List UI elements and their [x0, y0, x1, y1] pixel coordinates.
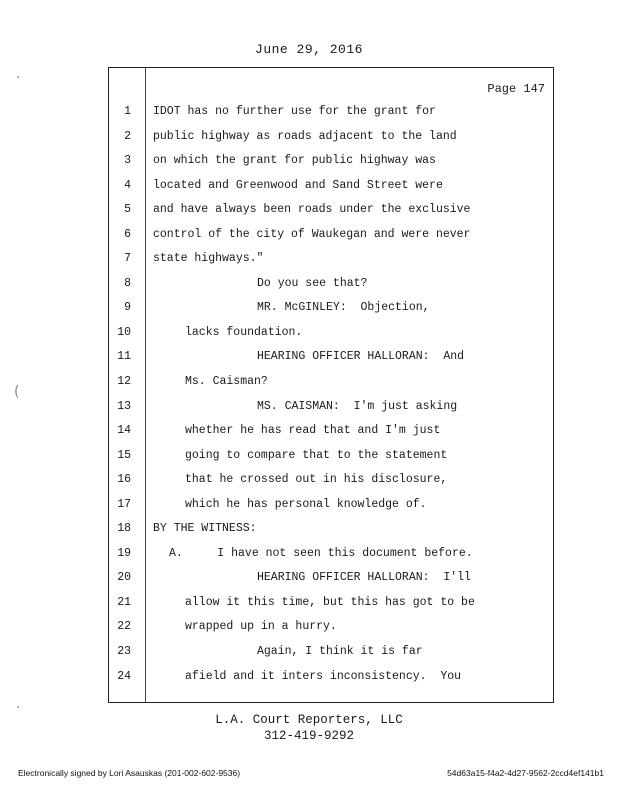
line-text: afield and it inters inconsistency. You	[185, 669, 462, 683]
transcript-line	[109, 517, 553, 542]
footer-company: L.A. Court Reporters, LLC	[215, 713, 403, 727]
line-text: going to compare that to the statement	[185, 448, 448, 462]
transcript-line	[109, 640, 553, 665]
line-number: 2	[124, 129, 131, 143]
transcript-line	[109, 542, 553, 567]
transcript-line	[109, 272, 553, 297]
transcript-line	[109, 468, 553, 493]
line-number: 18	[117, 522, 131, 536]
transcript-line	[109, 419, 553, 444]
transcript-page	[108, 67, 554, 703]
line-text: allow it this time, but this has got to be	[185, 595, 475, 609]
transcript-line	[109, 125, 553, 150]
transcript-lines	[109, 100, 553, 689]
line-number: 13	[117, 399, 131, 413]
line-number: 19	[117, 546, 131, 560]
line-number: 24	[117, 669, 131, 683]
transcript-line	[109, 345, 553, 370]
line-text: state highways."	[153, 252, 264, 266]
line-text: HEARING OFFICER HALLORAN: I'll	[257, 571, 471, 585]
line-number: 16	[117, 473, 131, 487]
line-text: IDOT has no further use for the grant for	[153, 105, 436, 118]
line-number: 21	[117, 595, 131, 609]
line-text: wrapped up in a hurry.	[185, 620, 337, 634]
line-text: lacks foundation.	[185, 325, 303, 339]
line-number: 20	[117, 571, 131, 585]
line-number: 1	[124, 105, 131, 118]
document-id: 54d63a15-f4a2-4d27-9562-2ccd4ef141b1	[447, 768, 604, 778]
transcript-line	[109, 370, 553, 395]
line-text: HEARING OFFICER HALLORAN: And	[257, 350, 465, 364]
line-text: MR. McGINLEY: Objection,	[257, 301, 430, 315]
line-text: Ms. Caisman?	[185, 375, 268, 389]
line-number: 9	[124, 301, 131, 315]
line-number: 5	[124, 203, 131, 217]
scan-mark-bottom-left: ·	[16, 700, 21, 716]
transcript-line	[109, 591, 553, 616]
line-text: which he has personal knowledge of.	[185, 497, 427, 511]
line-number: 10	[117, 325, 131, 339]
transcript-line	[109, 395, 553, 420]
line-text: located and Greenwood and Sand Street were	[153, 178, 443, 192]
line-number: 23	[117, 645, 131, 659]
line-number: 4	[124, 178, 131, 192]
line-number: 17	[117, 497, 131, 511]
transcript-line	[109, 100, 553, 125]
line-number: 22	[117, 620, 131, 634]
transcript-line	[109, 615, 553, 640]
line-text: MS. CAISMAN: I'm just asking	[257, 399, 458, 413]
transcript-line	[109, 198, 553, 223]
transcript-line	[109, 493, 553, 518]
line-text: that he crossed out in his disclosure,	[185, 473, 448, 487]
line-text: Again, I think it is far	[257, 645, 423, 659]
transcript-line	[109, 296, 553, 321]
transcript-line	[109, 566, 553, 591]
line-text: and have always been roads under the exclusive	[153, 203, 471, 217]
line-text: public highway as roads adjacent to the land	[153, 129, 457, 143]
transcript-line	[109, 665, 553, 690]
line-number: 3	[124, 154, 131, 168]
transcript-line	[109, 444, 553, 469]
line-text: A. I have not seen this document before.	[169, 546, 473, 560]
scan-mark-top-left: ·	[16, 70, 21, 86]
transcript-line	[109, 149, 553, 174]
transcript-line	[109, 174, 553, 199]
header-date: June 29, 2016	[255, 42, 363, 57]
transcript-line	[109, 321, 553, 346]
transcript-line	[109, 247, 553, 272]
line-text: control of the city of Waukegan and were never	[153, 227, 471, 241]
line-text: on which the grant for public highway was	[153, 154, 436, 168]
line-number: 6	[124, 227, 131, 241]
line-number: 14	[117, 424, 131, 438]
scan-mark-left-paren: (	[14, 384, 20, 400]
transcript-line	[109, 223, 553, 248]
footer-phone: 312-419-9292	[263, 729, 354, 743]
page-number-label: Page 147	[487, 82, 545, 96]
line-text: Do you see that?	[257, 276, 368, 290]
line-number: 7	[124, 252, 131, 266]
line-text: whether he has read that and I'm just	[185, 424, 441, 438]
line-number: 8	[124, 276, 131, 290]
line-text: BY THE WITNESS:	[153, 522, 257, 536]
electronic-signature-note: Electronically signed by Lori Asauskas (201-002-602-9536)	[18, 768, 241, 778]
line-number: 15	[117, 448, 131, 462]
line-number: 11	[117, 350, 131, 364]
line-number: 12	[117, 375, 131, 389]
